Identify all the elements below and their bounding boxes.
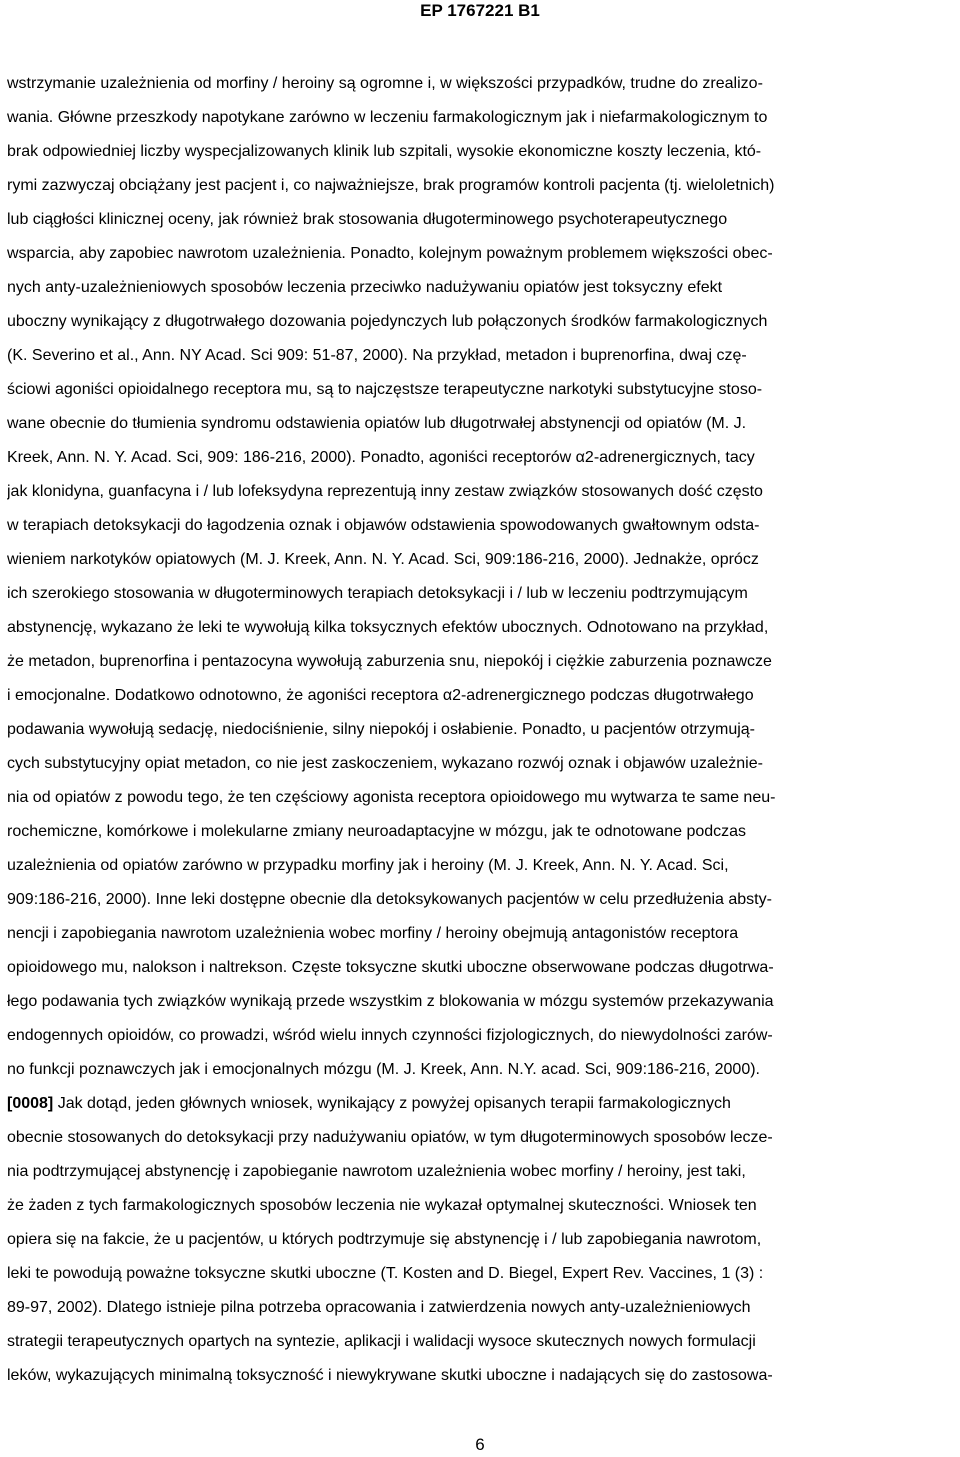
text-line: (K. Severino et al., Ann. NY Acad. Sci 909: 51-87, 2000). Na przykład, metadon i buprenorfina, dwaj czę- [7,347,747,364]
text-line: Jak dotąd, jeden głównych wniosek, wynikający z powyżej opisanych terapii farmakologicznych [57,1095,731,1112]
text-line: że żaden z tych farmakologicznych sposobów leczenia nie wykazał optymalnej skuteczności. Wniosek ten [7,1197,757,1214]
text-line: obecnie stosowanych do detoksykacji przy nadużywaniu opiatów, w tym długoterminowych sposobów lecze- [7,1129,773,1146]
text-line: opioidowego mu, nalokson i naltrekson. Częste toksyczne skutki uboczne obserwowane podczas długotrwa- [7,959,774,976]
text-line: i emocjonalne. Dodatkowo odnotowno, że agoniści receptora α2-adrenergicznego podczas długotrwałego [7,687,754,704]
text-line: wstrzymanie uzależnienia od morfiny / heroiny są ogromne i, w większości przypadków, trudne do zrealizo- [7,75,763,92]
text-line: endogennych opioidów, co prowadzi, wśród wielu innych czynności fizjologicznych, do niewydolności zarów- [7,1027,773,1044]
text-line: ściowi agoniści opioidalnego receptora mu, są to najczęstsze terapeutyczne narkotyki substytucyjne stoso- [7,381,763,398]
text-line: wsparcia, aby zapobiec nawrotom uzależnienia. Ponadto, kolejnym poważnym problemem większości obec- [7,245,773,262]
text-line: nencji i zapobiegania nawrotom uzależnienia wobec morfiny / heroiny obejmują antagonistów receptora [7,925,739,942]
text-line: uzależnienia od opiatów zarówno w przypadku morfiny jak i heroiny (M. J. Kreek, Ann. N. Y. Acad. Sci, [7,857,729,874]
document-body [7,67,953,1393]
text-line: opiera się na fakcie, że u pacjentów, u których podtrzymuje się abstynencję i / lub zapobiegania nawrotom, [7,1231,762,1248]
text-line: jak klonidyna, guanfacyna i / lub lofeksydyna reprezentują inny zestaw związków stosowanych dość często [7,483,763,500]
text-line: rochemiczne, komórkowe i molekularne zmiany neuroadaptacyjne w mózgu, jak te odnotowane podczas [7,823,747,840]
text-line: Kreek, Ann. N. Y. Acad. Sci, 909: 186-216, 2000). Ponadto, agoniści receptorów α2-adrenergicznych, tacy [7,449,755,466]
text-line: że metadon, buprenorfina i pentazocyna wywołują zaburzenia snu, niepokój i ciężkie zaburzenia poznawcze [7,653,772,670]
text-line: nia od opiatów z powodu tego, że ten częściowy agonista receptora opioidowego mu wytwarza te same neu- [7,789,776,806]
text-line: wania. Główne przeszkody napotykane zarówno w leczeniu farmakologicznym jak i niefarmakologicznym to [7,109,768,126]
text-line: 89-97, 2002). Dlatego istnieje pilna potrzeba opracowania i zatwierdzenia nowych anty-uzależnieniowych [7,1299,751,1316]
text-line: no funkcji poznawczych jak i emocjonalnych mózgu (M. J. Kreek, Ann. N.Y. acad. Sci, 909:186-216, 2000). [7,1061,760,1078]
text-line: ich szerokiego stosowania w długoterminowych terapiach detoksykacji i / lub w leczeniu podtrzymującym [7,585,748,602]
text-line: podawania wywołują sedację, niedociśnienie, silny niepokój i osłabienie. Ponadto, u pacjentów otrzymują- [7,721,755,738]
text-line: nych anty-uzależnieniowych sposobów leczenia przeciwko nadużywaniu opiatów jest toksyczny efekt [7,279,723,296]
text-line: abstynencję, wykazano że leki te wywołują kilka toksycznych efektów ubocznych. Odnotowano na przykład, [7,619,769,636]
page-number: 6 [475,1435,485,1454]
text-line: lub ciągłości klinicznej oceny, jak również brak stosowania długoterminowego psychoterapeutycznego [7,211,728,228]
text-line: w terapiach detoksykacji do łagodzenia oznak i objawów odstawienia spowodowanych gwałtownym odsta- [7,517,760,534]
text-line: brak odpowiedniej liczby wyspecjalizowanych klinik lub szpitali, wysokie ekonomiczne koszty leczenia, któ- [7,143,762,160]
text-line: leki te powodują poważne toksyczne skutki uboczne (T. Kosten and D. Biegel, Expert Rev. Vaccines, 1 (3) : [7,1265,764,1282]
text-line: wieniem narkotyków opiatowych (M. J. Kreek, Ann. N. Y. Acad. Sci, 909:186-216, 2000). Jednakże, oprócz [7,551,759,568]
text-line: leków, wykazujących minimalną toksyczność i niewykrywane skutki uboczne i nadających się do zastosowa- [7,1367,773,1384]
text-line: strategii terapeutycznych opartych na syntezie, aplikacji i walidacji wysoce skutecznych nowych formulacji [7,1333,756,1350]
text-line: wane obecnie do tłumienia syndromu odstawienia opiatów lub długotrwałej abstynencji od opiatów (M. J. [7,415,747,432]
text-line: cych substytucyjny opiat metadon, co nie jest zaskoczeniem, wykazano rozwój oznak i objawów uzależnie- [7,755,763,772]
text-line: uboczny wynikający z długotrwałego dozowania pojedynczych lub połączonych środków farmakologicznych [7,313,768,330]
paragraph-number: [0008] [7,1095,54,1112]
text-line: 909:186-216, 2000). Inne leki dostępne obecnie dla detoksykowanych pacjentów w celu przedłużenia absty- [7,891,772,908]
text-line: rymi zazwyczaj obciążany jest pacjent i, co najważniejsze, brak programów kontroli pacjenta (tj. wieloletnich) [7,177,775,194]
text-line: nia podtrzymującej abstynencję i zapobieganie nawrotom uzależnienia wobec morfiny / heroiny, jest taki, [7,1163,746,1180]
patent-number-header: EP 1767221 B1 [420,1,540,20]
paragraph-0008-first-line [7,1087,953,1121]
text-line: łego podawania tych związków wynikają przede wszystkim z blokowania w mózgu systemów przekazywania [7,993,774,1010]
